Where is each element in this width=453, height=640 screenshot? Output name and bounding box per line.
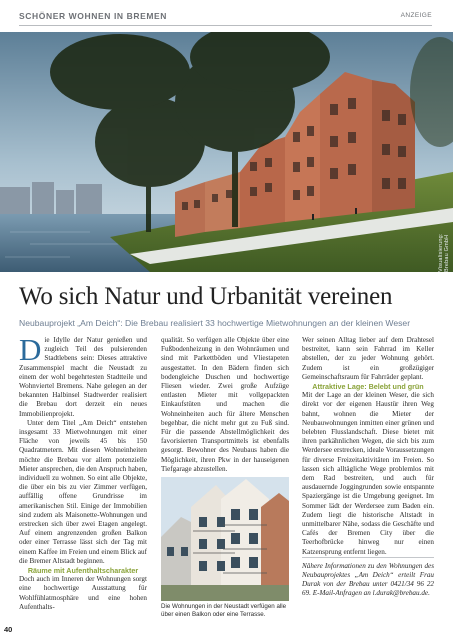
article-subline: Neubauprojekt „Am Deich“: Die Brebau realisiert 33 hochwertige Mietwohnungen an der kleinen Weser	[19, 318, 411, 328]
paragraph: qualität. So verfügen alle Objekte über eine Fußbodenheizung in den Wohnräumen und sind mit Parkettböden und Vliestapeten ausgestattet. In den Bädern finden sich bodengleiche Duschen und hochwertige Fliesen wieder. Zwei große Aufzüge entlasten Mieter mit vollgepackten Einkaufstüten und machen die Wohneinheiten auch für ältere Menschen begehbar, die nicht mehr gut zu Fuß sind. Für die passende Abstellmöglichkeit des favorisierten Transportmittels ist ebenfalls gesorgt. Bewohner des Neubaus haben die Möglichkeit, ihren Pkw in der hauseigenen Tiefgarage abzustellen.	[161, 336, 289, 473]
subheading: Attraktive Lage: Belebt und grün	[312, 382, 424, 392]
article-headline: Wo sich Natur und Urbanität vereinen	[19, 283, 393, 310]
paragraph: Wer seinen Alltag lieber auf dem Drahtesel bestreitet, kann sein Fahrrad im Keller abstellen, der zu jeder Wohnung gehört. Zudem ist ein großzügiger Gemeinschaftsraum für Fahrräder geplant.	[302, 336, 434, 381]
paragraph: Unter dem Titel „Am Deich“ entstehen insgesamt 33 Mietwohnungen mit einer Fläche von jeweils 45 bis 150 Quadratmetern. Mit diesen Wohneinheiten möchte die Brebau vor allem potenzielle Mieter ansprechen, die den Anspruch haben, individuell zu wohnen. So eint alle Objekte, die über ein bis zu vier Zimmer verfügen, auffällig offene Grundrisse im amerikanischen Stil. Einige der Immobilien sind zudem als Maisonette-Wohnungen und erstrecken sich über zwei Etagen angelegt. Auf einem angrenzenden großen Balkon oder einer Terrasse lässt sich der Tag mit einem Kaffee im Freien und einem Blick auf die Bremer Altstadt beginnen.	[19, 418, 147, 565]
drop-cap: D	[19, 332, 42, 367]
contact-note: Nähere Informationen zu den Wohnungen des Neubauprojektes „Am Deich“ erteilt Frau Durak von der Brebau unter 0421/34 96 22 69. E-Mail-Anfragen an l.durak@brebau.de.	[302, 557, 434, 599]
section-title: SCHÖNER WOHNEN IN BREMEN	[19, 11, 168, 21]
photo-caption: Die Wohnungen in der Neustadt verfügen alle über einen Balkon oder eine Terrasse.	[161, 603, 287, 619]
hero-illustration	[0, 32, 453, 272]
article-column-3	[302, 336, 434, 599]
article-column-2	[161, 336, 289, 474]
article-column-1	[19, 332, 147, 612]
ad-label: ANZEIGE	[400, 12, 432, 19]
subheading: Räume mit Aufenthaltscharakter	[27, 566, 139, 576]
building-illustration	[161, 477, 289, 601]
header-rule	[19, 25, 432, 26]
page-header	[0, 0, 453, 28]
paragraph: Mit der Lage an der kleinen Weser, die sich direkt vor der eigenen Haustür ihren Weg bahnt, wohnen die Mieter der Neubauwohnungen inmitten einer grünen und belebten Flusslandschaft. Diese bietet mit ihren parkähnlichen Wegen, die sich bis zum Werdersee erstrecken, ideale Voraussetzungen für diverse Freizeitaktivitäten im Freien. So lassen sich alltägliche Wege problemlos mit dem Rad bestreiten, und auch für ausdauernde Joggingrunden sowie entspannte Spaziergänge ist die Umgebung geeignet. Im Sommer lädt der Werdersee zum Baden ein. Zudem liegt die historische Altstadt in unmittelbarer Nähe, sodass die Geschäfte und Cafés der Bremen City über die Teerhofbrücke hinweg nur einen Katzensprung entfernt liegen.	[302, 391, 434, 556]
page-number: 40	[4, 625, 13, 634]
hero-image	[0, 32, 453, 272]
paragraph: Doch auch im Inneren der Wohnungen sorgt eine hochwertige Ausstattung für Wohlfühlatmosphäre und eine hohen Aufenthalts-	[19, 575, 147, 611]
paragraph	[19, 332, 147, 419]
building-photo	[161, 477, 289, 601]
paragraph-text: ie Idylle der Natur genießen und zugleich Teil des pulsierenden Stadtlebens sein: Dieses attraktive Zusammenspiel macht die Neustadt zu einem der wohl begehrtesten Stadtteile und Wohnviertel Bremens. Nahe gelegen an der bekannten Halbinsel Stadtwerder realisiert die Brebau dort derzeit ein neues Immobilienprojekt.	[19, 336, 147, 418]
photo-credit: Visualisierung: Brebau GmbH	[438, 233, 450, 272]
